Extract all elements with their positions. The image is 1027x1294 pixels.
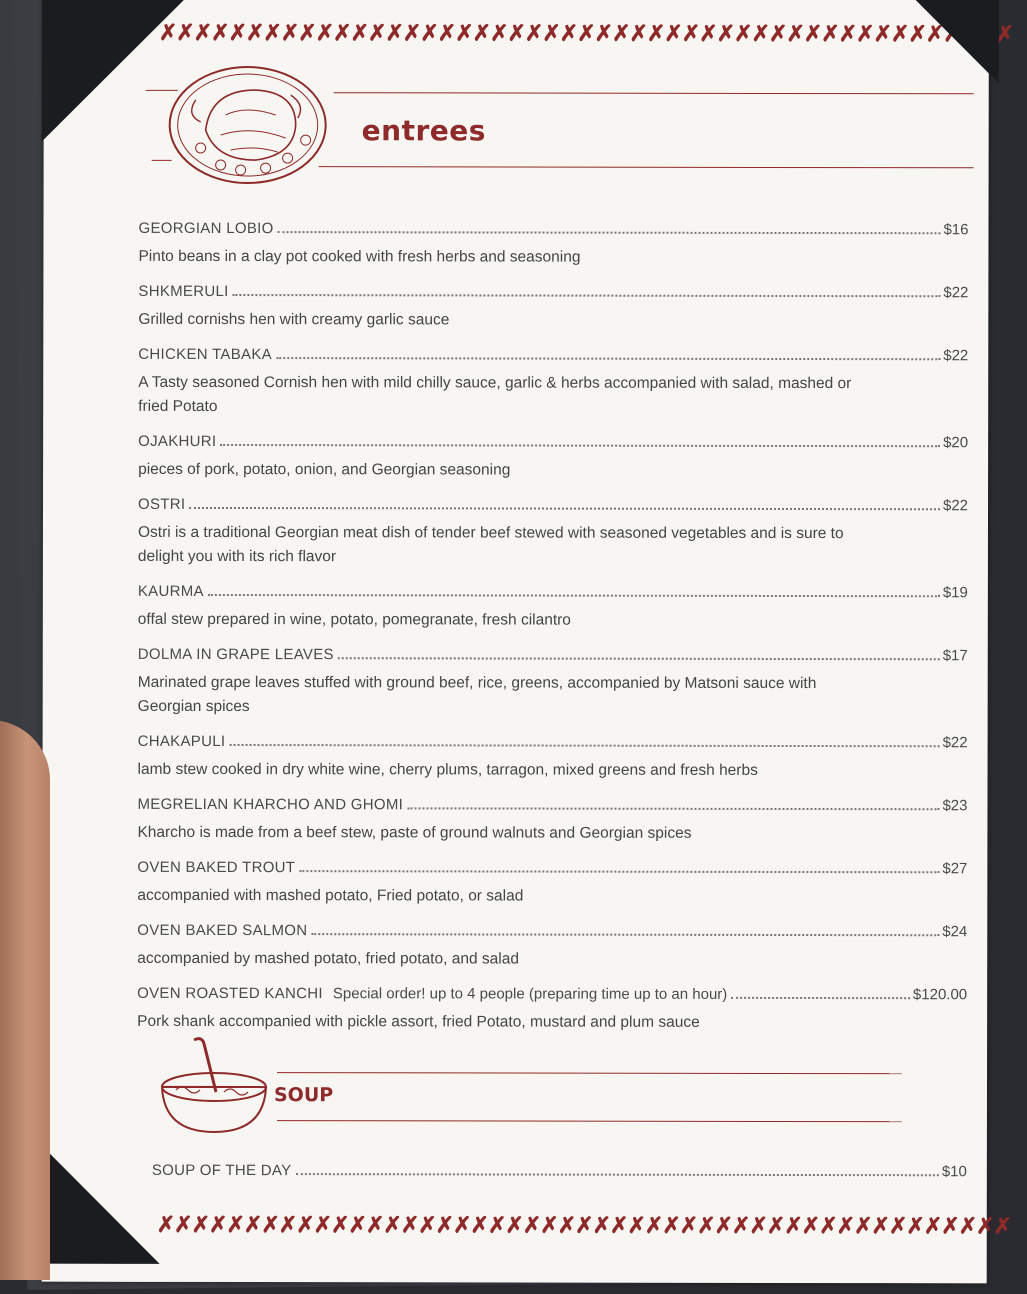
soup-bowl-illustration xyxy=(154,1032,274,1137)
item-name: OJAKHURI xyxy=(138,432,217,450)
menu-binder xyxy=(14,0,1014,1290)
item-price: $17 xyxy=(942,647,968,665)
menu-item xyxy=(137,985,967,1035)
menu-item xyxy=(138,220,968,270)
item-description: lamb stew cooked in dry white wine, cherry plums, tarragon, mixed greens and fresh herbs xyxy=(137,760,758,779)
item-description: offal stew prepared in wine, potato, pomegranate, fresh cilantro xyxy=(137,610,571,629)
item-price: $10 xyxy=(941,1163,967,1181)
item-name: CHICKEN TABAKA xyxy=(138,345,272,364)
item-name: SOUP OF THE DAY xyxy=(151,1161,292,1180)
item-name: OVEN BAKED TROUT xyxy=(137,858,296,877)
dot-leader xyxy=(295,1172,938,1176)
dot-leader xyxy=(299,869,939,873)
menu-item xyxy=(138,583,968,633)
item-note: Special order! up to 4 people (preparing time up to an hour) xyxy=(332,985,728,1003)
menu-item xyxy=(138,433,968,483)
item-price: $20 xyxy=(943,434,969,452)
menu-item xyxy=(137,796,967,846)
menu-item xyxy=(138,646,968,720)
item-description: Ostri is a traditional Georgian meat dish of tender beef stewed with seasoned vegetables and is sure to delight you with its rich flavor xyxy=(137,523,844,566)
menu-item xyxy=(137,859,967,909)
item-price: $22 xyxy=(943,284,969,302)
item-description: Kharcho is made from a beef stew, paste of ground walnuts and Georgian spices xyxy=(137,823,692,842)
item-name: CHAKAPULI xyxy=(137,732,226,751)
soup-rule-top xyxy=(277,1072,902,1074)
dot-leader xyxy=(276,356,940,360)
item-price: $27 xyxy=(942,860,968,878)
item-price: $19 xyxy=(942,584,968,602)
item-name: OVEN BAKED SALMON xyxy=(137,921,308,940)
menu-page xyxy=(42,0,1014,1283)
header-rule-bottom xyxy=(319,166,974,168)
menu-item xyxy=(138,733,968,783)
dot-leader xyxy=(233,293,941,297)
dot-leader xyxy=(278,230,941,234)
binder-corner-top-right xyxy=(909,0,999,83)
item-description: Pinto beans in a clay pot cooked with fresh herbs and seasoning xyxy=(138,247,581,266)
menu-item xyxy=(138,283,968,333)
item-price: $24 xyxy=(942,923,968,941)
dot-leader xyxy=(189,506,940,510)
menu-item-heading xyxy=(137,859,967,877)
dot-leader xyxy=(731,996,910,999)
menu-item xyxy=(138,496,968,570)
header-rule-top xyxy=(334,92,974,94)
dot-leader xyxy=(208,593,940,597)
item-price: $22 xyxy=(943,347,969,365)
binder-corner-top-left xyxy=(42,0,192,142)
menu-item-heading xyxy=(138,496,968,514)
item-name: MEGRELIAN KHARCHO AND GHOMI xyxy=(137,795,404,814)
item-description: accompanied with mashed potato, Fried potato, or salad xyxy=(137,886,524,905)
menu-item-heading xyxy=(138,583,968,601)
menu-item-heading xyxy=(138,433,968,451)
dot-leader xyxy=(220,443,940,447)
section-title-entrees: entrees xyxy=(361,114,486,148)
menu-item-heading xyxy=(138,346,968,364)
menu-item xyxy=(138,346,968,420)
menu-item-heading xyxy=(138,220,968,238)
dot-leader xyxy=(311,932,939,936)
dot-leader xyxy=(407,806,939,810)
menu-item-soup-of-the-day xyxy=(152,1162,967,1180)
item-price: $22 xyxy=(942,497,969,515)
item-name: GEORGIAN LOBIO xyxy=(138,219,274,238)
item-price: $23 xyxy=(942,797,968,815)
binder-corner-bottom-left xyxy=(40,1144,160,1264)
item-name: KAURMA xyxy=(137,582,204,600)
item-description: A Tasty seasoned Cornish hen with mild chilly sauce, garlic & herbs accompanied with salad, mashed or fried Potato xyxy=(138,373,852,415)
dot-leader xyxy=(229,743,939,747)
item-description: accompanied by mashed potato, fried potato, and salad xyxy=(137,949,519,968)
decorative-border-top: ✗✗✗✗✗✗✗✗✗✗✗✗✗✗✗✗✗✗✗✗✗✗✗✗✗✗✗✗✗✗✗✗✗✗✗✗✗✗✗✗✗✗✗✗✗✗✗✗✗ xyxy=(158,19,1014,47)
item-description: Marinated grape leaves stuffed with ground beef, rice, greens, accompanied by Matsoni sauce with Georgian spices xyxy=(137,673,817,716)
item-name: SHKMERULI xyxy=(138,282,229,301)
item-name: DOLMA IN GRAPE LEAVES xyxy=(137,645,334,664)
menu-item xyxy=(137,922,967,972)
soup-list xyxy=(152,1162,967,1180)
menu-item-heading xyxy=(138,283,968,301)
item-name: OVEN ROASTED KANCHI xyxy=(137,984,323,1003)
menu-item-heading xyxy=(137,985,967,1003)
item-price: $16 xyxy=(943,221,969,239)
item-name: OSTRI xyxy=(138,495,186,513)
item-description: pieces of pork, potato, onion, and Georgian seasoning xyxy=(138,460,511,479)
menu-item-heading xyxy=(138,733,968,751)
section-title-soup: SOUP xyxy=(273,1084,334,1107)
menu-item-heading xyxy=(137,796,967,814)
item-price: $22 xyxy=(942,734,968,752)
item-description: Pork shank accompanied with pickle assort, fried Potato, mustard and plum sauce xyxy=(137,1012,700,1031)
item-description: Grilled cornishs hen with creamy garlic sauce xyxy=(138,310,450,329)
item-price: $120.00 xyxy=(912,986,968,1004)
decorative-border-bottom: ✗✗✗✗✗✗✗✗✗✗✗✗✗✗✗✗✗✗✗✗✗✗✗✗✗✗✗✗✗✗✗✗✗✗✗✗✗✗✗✗✗✗✗✗✗✗✗✗✗ xyxy=(156,1211,1012,1239)
hand-thumb xyxy=(0,720,50,1280)
menu-item-heading xyxy=(137,922,967,940)
soup-rule-bottom xyxy=(277,1120,902,1122)
menu-item-heading xyxy=(138,646,968,664)
entrees-list xyxy=(137,220,968,1049)
dot-leader xyxy=(338,656,940,660)
